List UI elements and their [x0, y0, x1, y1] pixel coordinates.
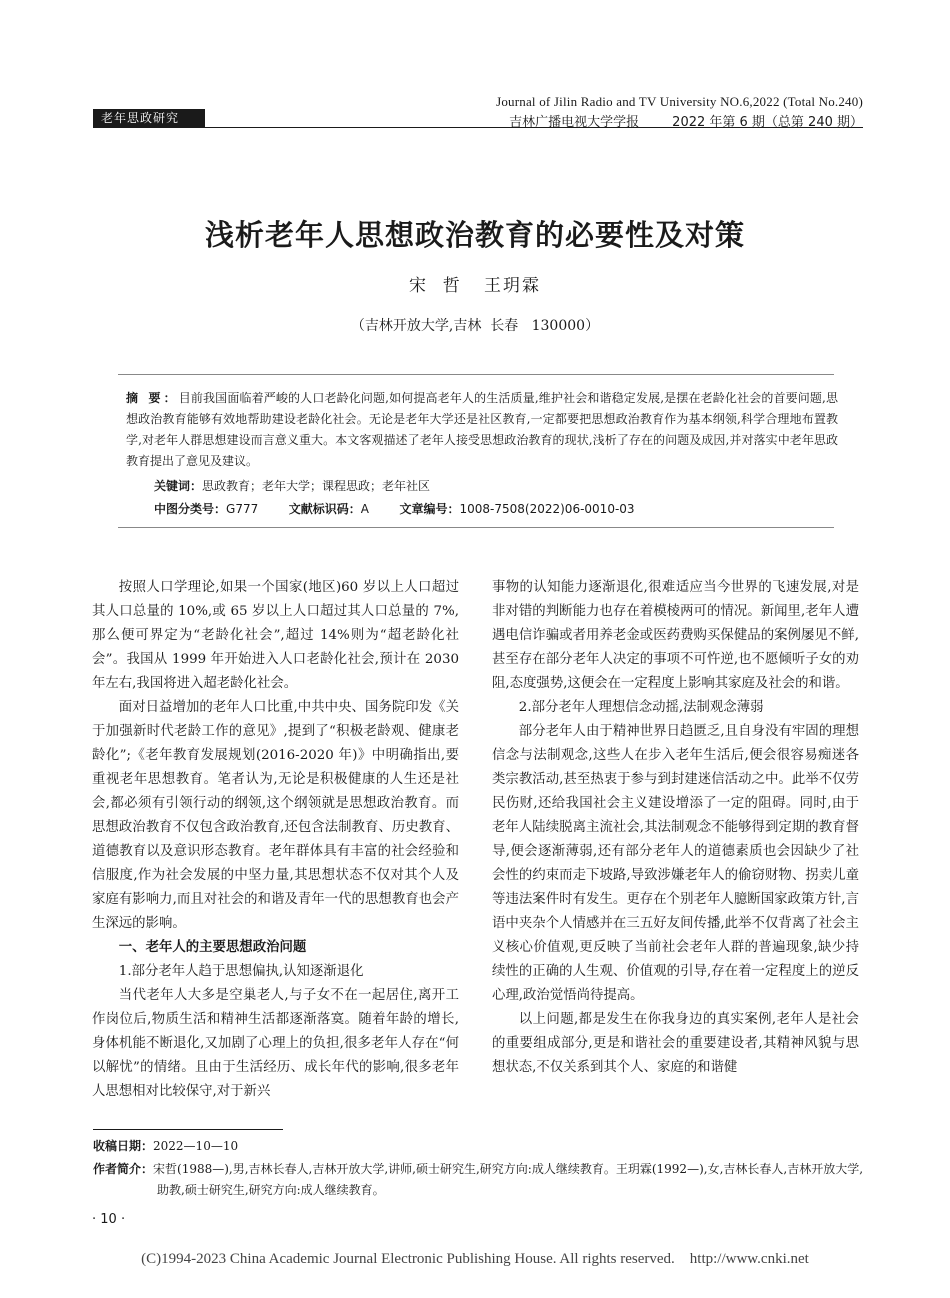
- doc-code-value: A: [360, 502, 369, 516]
- journal-name-en: Journal of Jilin Radio and TV University NO.6,2022 (Total No.240): [496, 94, 863, 109]
- body-paragraph: 部分老年人由于精神世界日趋匮乏,且自身没有牢固的理想信念与法制观念,这些人在步入老年生活后,便会很容易痴迷各类宗教活动,甚至热衷于参与到封建迷信活动之中。此举不仅劳民伤财,还给我国社会主义建设增添了一定的阻碍。同时,由于老年人陆续脱离主流社会,其法制观念不能够得到定期的教育督导,便会逐渐薄弱,还有部分老年人的道德素质也会因缺少了社会性的约束而走下坡路,导致涉嫌老年人的偷窃财物、拐卖儿童等违法案件时有发生。更存在个别老年人臆断国家政策方针,言语中夹杂个人情感并在三五好友间传播,此举不仅背离了社会主义核心价值观,更反映了当前社会老年人群的普遍现象,缺少持续性的正确的人生观、价值观的引导,存在着一定程度上的逆反心理,政治觉悟尚待提高。: [492, 724, 859, 1003]
- author-bio: [93, 1159, 863, 1201]
- body-left-column: [92, 576, 459, 1104]
- body-paragraph: 按照人口学理论,如果一个国家(地区)60 岁以上人口超过其人口总量的 10%,或 65 岁以上人口超过其人口总量的 7%,那么便可界定为“老龄化社会”,超过 14%则为“超老龄化社会”。我国从 1999 年开始进入人口老龄化社会,预计在 2030 年左右,我国将进入超老龄化社会。: [92, 580, 459, 691]
- doc-code-label: 文献标识码：: [288, 502, 361, 516]
- bio-text: 宋哲(1988—),男,吉林长春人,吉林开放大学,讲师,硕士研究生,研究方向:成人继续教育。王玥霖(1992—),女,吉林长春人,吉林开放大学,助教,硕士研究生,研究方向:成人继续教育。: [153, 1162, 864, 1197]
- section-heading: 一、老年人的主要思想政治问题: [118, 940, 307, 955]
- clc-value: G777: [226, 502, 259, 516]
- keywords-label: 关键词：: [154, 479, 203, 493]
- received-date: [93, 1136, 863, 1157]
- body-paragraph: 面对日益增加的老年人口比重,中共中央、国务院印发《关于加强新时代老龄工作的意见》,提到了“积极老龄观、健康老龄化”;《老年教育发展规划(2016-2020 年)》中明确指出,要重视老年思想教育。笔者认为,无论是积极健康的人生还是社会,都必须有引领行动的纲领,这个纲领就是思想政治教育。而思想政治教育不仅包含政治教育,还包含法制教育、历史教育、道德教育以及意识形态教育。老年群体具有丰富的社会经验和信服度,作为社会发展的中坚力量,其思想状态不仅对其个人及家庭有影响力,而且对社会的和谐及青年一代的思想教育也会产生深远的影响。: [92, 700, 459, 931]
- received-label: 收稿日期：: [93, 1139, 154, 1153]
- body-paragraph: 事物的认知能力逐渐退化,很难适应当今世界的飞速发展,对是非对错的判断能力也存在着模棱两可的情况。新闻里,老年人遭遇电信诈骗或者用养老金或医药费购买保健品的案例屡见不鲜,甚至存在部分老年人决定的事项不可忤逆,也不愿倾听子女的劝阻,态度强势,这便会在一定程度上影响其家庭及社会的和谐。: [492, 580, 859, 691]
- article-authors: 宋 哲 王玥霖: [408, 276, 542, 296]
- abstract-top-rule: [118, 374, 834, 375]
- abstract-label: 摘 要：: [126, 391, 179, 405]
- article-no-label: 文章编号：: [399, 502, 460, 516]
- bio-label: 作者简介：: [93, 1162, 154, 1176]
- body-right-column: [492, 576, 859, 1080]
- copyright-line: (C)1994-2023 China Academic Journal Electronic Publishing House. All rights reserved. http://www.cnki.net: [141, 1251, 809, 1267]
- article-affiliation: （吉林开放大学,吉林 长春 130000）: [350, 318, 600, 334]
- abstract: [126, 388, 838, 472]
- page-number: · 10 ·: [92, 1212, 126, 1227]
- body-paragraph: 当代老年人大多是空巢老人,与子女不在一起居住,离开工作岗位后,物质生活和精神生活都逐渐落寞。随着年龄的增长,身体机能不断退化,又加剧了心理上的负担,很多老年人存在“何以解忧”的情绪。且由于生活经历、成长年代的影响,很多老年人思想相对比较保守,对于新兴: [92, 988, 459, 1099]
- article-no-value: 1008-7508(2022)06-0010-03: [459, 502, 635, 516]
- subsection-heading: 2.部分老年人理想信念动摇,法制观念薄弱: [518, 700, 764, 715]
- clc-label: 中图分类号：: [154, 502, 227, 516]
- keywords-text: 思政教育；老年大学；课程思政；老年社区: [202, 479, 431, 493]
- received-value: 2022—10—10: [153, 1139, 239, 1153]
- section-tag: 老年思政研究: [93, 109, 205, 127]
- classification-line: [154, 500, 635, 517]
- keywords: [154, 477, 430, 494]
- journal-name-cn: 吉林广播电视大学学报 2022 年第 6 期（总第 240 期）: [509, 115, 863, 130]
- subsection-heading: 1.部分老年人趋于思想偏执,认知逐渐退化: [118, 964, 364, 979]
- abstract-bottom-rule: [118, 527, 834, 528]
- body-paragraph: 以上问题,都是发生在你我身边的真实案例,老年人是社会的重要组成部分,更是和谐社会的重要建设者,其精神风貌与思想状态,不仅关系到其个人、家庭的和谐健: [492, 1012, 859, 1075]
- article-title: 浅析老年人思想政治教育的必要性及对策: [204, 218, 745, 252]
- footnote-rule: [93, 1129, 283, 1130]
- abstract-text: 目前我国面临着严峻的人口老龄化问题,如何提高老年人的生活质量,维护社会和谐稳定发展,是摆在老龄化社会的首要问题,思想政治教育能够有效地帮助建设老龄化社会。无论是老年大学还是社区教育,一定都要把思想政治教育作为基本纲领,科学合理地布置教学,对老年人群思想建设而言意义重大。本文客观描述了老年人接受思想政治教育的现状,浅析了存在的问题及成因,并对落实中老年思政教育提出了意见及建议。: [126, 391, 838, 468]
